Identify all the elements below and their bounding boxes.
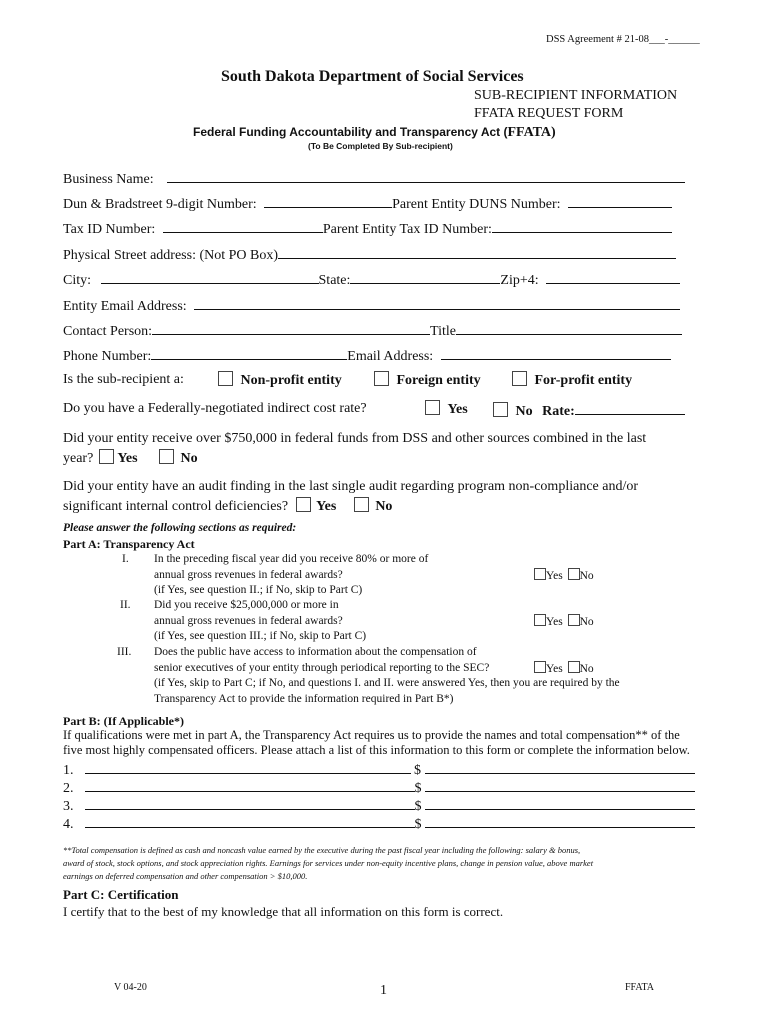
part-b-text-1: If qualifications were met in part A, the Transparency Act requires us to provide the names and total compensation** of the xyxy=(63,728,680,742)
phone-email-row xyxy=(63,345,671,365)
nonprofit-option xyxy=(218,371,342,389)
duns-row xyxy=(63,193,672,213)
forprofit-label: For-profit entity xyxy=(534,373,633,388)
part-c-heading: Part C: Certification xyxy=(63,887,179,902)
part-a-q1 xyxy=(154,552,428,599)
q750-line1: Did your entity receive over $750,000 in federal funds from DSS and other sources combined in the last xyxy=(63,431,647,446)
contact-row xyxy=(63,320,682,340)
part-a-heading: Part A: Transparency Act xyxy=(63,537,195,551)
completed-by-note: (To Be Completed By Sub-recipient) xyxy=(308,141,453,151)
footnote-line2: award of stock, stock options, and stock appreciation rights. Earnings for services under non-equity incentive plans, change in pension value, above market xyxy=(63,858,594,868)
q750-no-checkbox[interactable] xyxy=(159,449,174,464)
parent-tax-id-field[interactable] xyxy=(492,218,672,233)
audit-line1: Did your entity have an audit finding in the last single audit regarding program non-compliance and/or xyxy=(63,479,639,494)
part-a-q1-yes-checkbox[interactable] xyxy=(534,568,546,580)
part-a-q3-no-label: No xyxy=(579,663,594,675)
parent-duns-label: Parent Entity DUNS Number: xyxy=(392,197,561,212)
part-b-text-2: five most highly compensated officers. Please attach a list of this information to this form or complete the information below. xyxy=(63,743,690,757)
agreement-number: DSS Agreement # 21-08___-______ xyxy=(546,34,700,45)
part-a-q2-yes-label: Yes xyxy=(546,616,563,628)
foreign-option xyxy=(374,371,481,389)
officer-4-name-field[interactable] xyxy=(85,813,415,828)
business-name-row xyxy=(63,168,685,188)
business-name-label: Business Name: xyxy=(63,172,154,187)
city-field[interactable] xyxy=(101,269,319,284)
indirect-yes-option xyxy=(425,400,468,418)
part-a-q2-no-label: No xyxy=(579,616,594,628)
street-field[interactable] xyxy=(278,244,676,259)
part-a-q2-options xyxy=(534,614,594,631)
part-a-q1-num: I. xyxy=(122,553,129,565)
foreign-checkbox[interactable] xyxy=(374,371,389,386)
officer-3-name-field[interactable] xyxy=(85,795,415,810)
state-label: State: xyxy=(318,273,351,288)
footnote-line1: **Total compensation is defined as cash and noncash value earned by the executive during the past fiscal year including the following: salary & bonus, xyxy=(63,845,581,855)
zip-field[interactable] xyxy=(546,269,680,284)
tax-id-field[interactable] xyxy=(163,218,323,233)
part-c-certification-text: I certify that to the best of my knowledge that all information on this form is correct. xyxy=(63,904,504,919)
q750-year-label: year? xyxy=(63,451,94,466)
part-a-q3-no-checkbox[interactable] xyxy=(568,661,580,673)
rate-label: Rate: xyxy=(542,404,575,419)
footer-form-label: FFATA xyxy=(625,982,655,993)
indirect-yes-checkbox[interactable] xyxy=(425,400,440,415)
department-title: South Dakota Department of Social Services xyxy=(221,68,524,85)
title-label: Title xyxy=(430,324,456,339)
compensation-footnote xyxy=(63,844,593,883)
officer-1-comp-field[interactable] xyxy=(425,759,695,774)
part-a-q3-line3: (if Yes, skip to Part C; if No, and questions I. and II. were answered Yes, then you are required by the xyxy=(154,677,620,689)
part-a-q2-no-checkbox[interactable] xyxy=(568,614,580,626)
city-state-zip-row xyxy=(63,269,680,289)
state-field[interactable] xyxy=(350,269,500,284)
part-a-q2-num: II. xyxy=(120,599,131,611)
q750-yes-label: Yes xyxy=(117,451,138,466)
act-title: Federal Funding Accountability and Transparency Act (FFATA) xyxy=(193,125,556,140)
officer-row-1-number: 1. xyxy=(63,763,74,778)
audit-question-label: significant internal control deficiencies? xyxy=(63,499,289,514)
officer-row-1 xyxy=(63,759,695,779)
parent-duns-field[interactable] xyxy=(568,193,672,208)
instructions: Please answer the following sections as required: xyxy=(63,522,297,534)
email-label: Email Address: xyxy=(347,349,434,364)
part-a-q2-line2: annual gross revenues in federal awards? xyxy=(154,614,343,627)
officer-2-comp-field[interactable] xyxy=(425,777,695,792)
part-a-q2-line3: (if Yes, see question III.; if No, skip to Part C) xyxy=(154,630,367,642)
part-a-q3-options xyxy=(534,661,594,678)
part-a-q1-yes-label: Yes xyxy=(546,570,563,582)
page-number: 1 xyxy=(380,983,387,998)
street-row xyxy=(63,244,676,264)
audit-no-label: No xyxy=(375,499,393,514)
phone-field[interactable] xyxy=(151,345,347,360)
version-label: V 04-20 xyxy=(114,982,147,993)
officer-1-name-field[interactable] xyxy=(85,759,411,774)
form-subtitle-1: SUB-RECIPIENT INFORMATION xyxy=(474,88,678,103)
duns-field[interactable] xyxy=(264,193,392,208)
part-a-q1-line1: In the preceding fiscal year did you receive 80% or more of xyxy=(154,553,429,565)
officer-row-2 xyxy=(63,777,695,797)
indirect-yes-label: Yes xyxy=(447,402,468,417)
part-a-q1-no-label: No xyxy=(579,570,594,582)
officer-row-3-number: 3. xyxy=(63,799,74,814)
contact-field[interactable] xyxy=(152,320,430,335)
audit-yes-checkbox[interactable] xyxy=(296,497,311,512)
officer-2-name-field[interactable] xyxy=(85,777,415,792)
entity-email-row xyxy=(63,295,680,315)
part-a-q3-yes-checkbox[interactable] xyxy=(534,661,546,673)
audit-line2 xyxy=(63,497,392,515)
indirect-no-checkbox[interactable] xyxy=(493,402,508,417)
part-a-q1-line2: annual gross revenues in federal awards? xyxy=(154,568,343,581)
form-subtitle-2: FFATA REQUEST FORM xyxy=(474,106,624,121)
officer-row-4 xyxy=(63,813,695,833)
officer-row-3 xyxy=(63,795,695,815)
part-a-q1-no-checkbox[interactable] xyxy=(568,568,580,580)
part-a-q2-line1: Did you receive $25,000,000 or more in xyxy=(154,599,339,611)
title-field[interactable] xyxy=(456,320,682,335)
part-a-q3-num: III. xyxy=(117,646,132,658)
contact-label: Contact Person: xyxy=(63,324,153,339)
officer-3-comp-field[interactable] xyxy=(425,795,695,810)
forprofit-option xyxy=(512,371,632,389)
email-field[interactable] xyxy=(441,345,671,360)
parent-tax-id-label: Parent Entity Tax ID Number: xyxy=(322,222,492,237)
phone-label: Phone Number: xyxy=(63,349,152,364)
officer-4-comp-field[interactable] xyxy=(425,813,695,828)
entity-email-field[interactable] xyxy=(194,295,680,310)
business-name-field[interactable] xyxy=(167,168,685,183)
officer-4-dollar: $ xyxy=(414,817,422,832)
officer-2-dollar: $ xyxy=(414,781,422,796)
part-a-q3-line2: senior executives of your entity through periodical reporting to the SEC? xyxy=(154,661,490,674)
audit-no-checkbox[interactable] xyxy=(354,497,369,512)
street-label: Physical Street address: (Not PO Box) xyxy=(63,248,279,263)
indirect-question: Do you have a Federally-negotiated indirect cost rate? xyxy=(63,401,367,416)
subrecipient-question: Is the sub-recipient a: xyxy=(63,372,184,387)
tax-id-label: Tax ID Number: xyxy=(63,222,156,237)
officer-row-2-number: 2. xyxy=(63,781,74,796)
rate-field[interactable] xyxy=(575,400,685,415)
officer-1-dollar: $ xyxy=(414,763,421,778)
nonprofit-label: Non-profit entity xyxy=(240,373,342,388)
part-a-q3-line1: Does the public have access to information about the compensation of xyxy=(154,646,477,658)
officer-3-dollar: $ xyxy=(414,799,422,814)
footnote-line3: earnings on deferred compensation and other compensation > $10,000. xyxy=(63,871,308,881)
entity-email-label: Entity Email Address: xyxy=(63,299,187,314)
q750-no-label: No xyxy=(180,451,198,466)
part-a-q2 xyxy=(154,598,366,645)
foreign-label: Foreign entity xyxy=(396,373,481,388)
tax-id-row xyxy=(63,218,672,238)
duns-label: Dun & Bradstreet 9-digit Number: xyxy=(63,197,257,212)
part-a-q3-yes-label: Yes xyxy=(546,663,563,675)
part-a-q1-options xyxy=(534,568,594,585)
indirect-no-option xyxy=(493,400,685,420)
part-a-q1-line3: (if Yes, see question II.; if No, skip to Part C) xyxy=(154,584,363,596)
part-a-q3-line4: Transparency Act to provide the information required in Part B*) xyxy=(154,692,454,705)
officer-row-4-number: 4. xyxy=(63,817,74,832)
city-label: City: xyxy=(63,273,92,288)
audit-yes-label: Yes xyxy=(316,499,337,514)
part-a-q2-yes-checkbox[interactable] xyxy=(534,614,546,626)
q750-yes-checkbox[interactable] xyxy=(99,449,114,464)
part-b-heading: Part B: (If Applicable*) xyxy=(63,714,184,728)
indirect-no-label: No xyxy=(515,404,533,419)
q750-line2 xyxy=(63,449,198,467)
nonprofit-checkbox[interactable] xyxy=(218,371,233,386)
zip-label: Zip+4: xyxy=(500,273,539,288)
forprofit-checkbox[interactable] xyxy=(512,371,527,386)
